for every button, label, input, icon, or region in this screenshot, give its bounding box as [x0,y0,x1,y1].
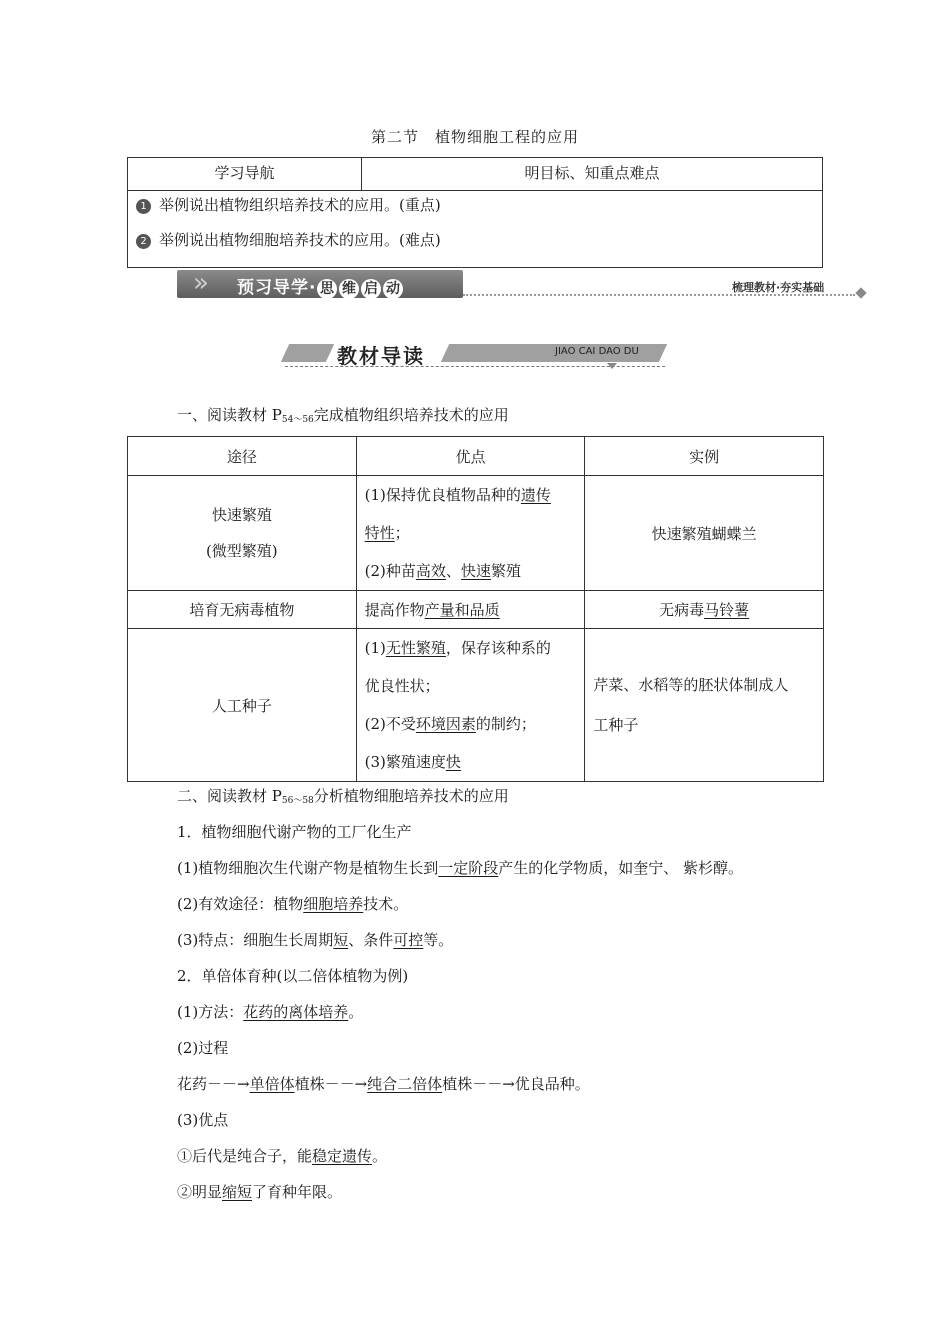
process-line: 花药－－→单倍体植株－－→纯合二倍体植株－－→优良品种。 [177,1075,590,1093]
table-row [128,629,824,782]
advantage-cell: (1)无性繁殖，保存该种系的 优良性状； (2)不受环境因素的制约； (3)繁殖速度快 [356,629,585,782]
paragraph: (3)特点：细胞生长周期短、条件可控等。 [177,931,454,949]
chevron-right-icon: » [193,268,209,298]
banner-title: 预习导学· 思 维 启 动 [237,273,404,299]
advantage-cell: 提高作物产量和品质 [356,591,585,629]
table-header-row [128,437,824,476]
route-cell: 快速繁殖 (微型繁殖) [128,476,357,591]
header-cell: 优点 [356,437,585,476]
example-cell: 快速繁殖蝴蝶兰 [585,476,824,591]
banner-right-text: 梳理教材·夯实基础 [732,281,825,294]
guide-item-2 [136,229,441,250]
number-badge-icon: 1 [136,199,151,214]
tag-left-stripe [281,344,334,362]
page-title: 第二节 植物细胞工程的应用 [370,128,579,146]
example-cell: 芹菜、水稻等的胚状体制成人 工种子 [585,629,824,782]
paragraph: ①后代是纯合子，能稳定遗传。 [177,1147,388,1165]
diamond-icon [855,287,866,298]
header-cell: 实例 [585,437,824,476]
preview-banner [177,270,865,300]
paragraph: (2)过程 [177,1039,229,1057]
tag-english: JIAO CAI DAO DU [555,346,639,357]
triangle-down-icon [607,363,617,369]
textbook-reading-tag [285,340,665,370]
paragraph: 2．单倍体育种(以二倍体植物为例) [177,967,409,985]
section-heading-1: 一、阅读教材 $P_{54\sim 56}$完成植物组织培养技术的应用 [177,406,509,425]
paragraph: (1)方法：花药的离体培养。 [177,1003,364,1021]
guide-item-1 [136,194,441,215]
guide-item-text: 举例说出植物组织培养技术的应用。(重点) [159,196,441,214]
paragraph: (3)优点 [177,1111,229,1129]
paragraph: 1．植物细胞代谢产物的工厂化生产 [177,823,412,841]
table-row [128,476,824,591]
number-badge-icon: 2 [136,234,151,249]
table-row [128,591,824,629]
advantage-cell: (1)保持优良植物品种的遗传 特性； (2)种苗高效、快速繁殖 [356,476,585,591]
guide-right-header: 明目标、知重点难点 [362,158,822,191]
paragraph: (2)有效途径：植物细胞培养技术。 [177,895,409,913]
tag-title: 教材导读 [337,344,425,368]
paragraph: (1)植物细胞次生代谢产物是植物生长到一定阶段产生的化学物质，如奎宁、 紫杉醇。 [177,859,744,877]
learning-guide-box [127,157,823,268]
guide-left-header: 学习导航 [128,158,362,191]
route-cell: 培育无病毒植物 [128,591,357,629]
example-cell: 无病毒马铃薯 [585,591,824,629]
application-table [127,436,824,782]
header-cell: 途径 [128,437,357,476]
paragraph: ②明显缩短了育种年限。 [177,1183,343,1201]
section-heading-2: 二、阅读教材 $P_{56\sim 58}$分析植物细胞培养技术的应用 [177,787,509,806]
route-cell: 人工种子 [128,629,357,782]
guide-item-text: 举例说出植物细胞培养技术的应用。(难点) [159,231,441,249]
